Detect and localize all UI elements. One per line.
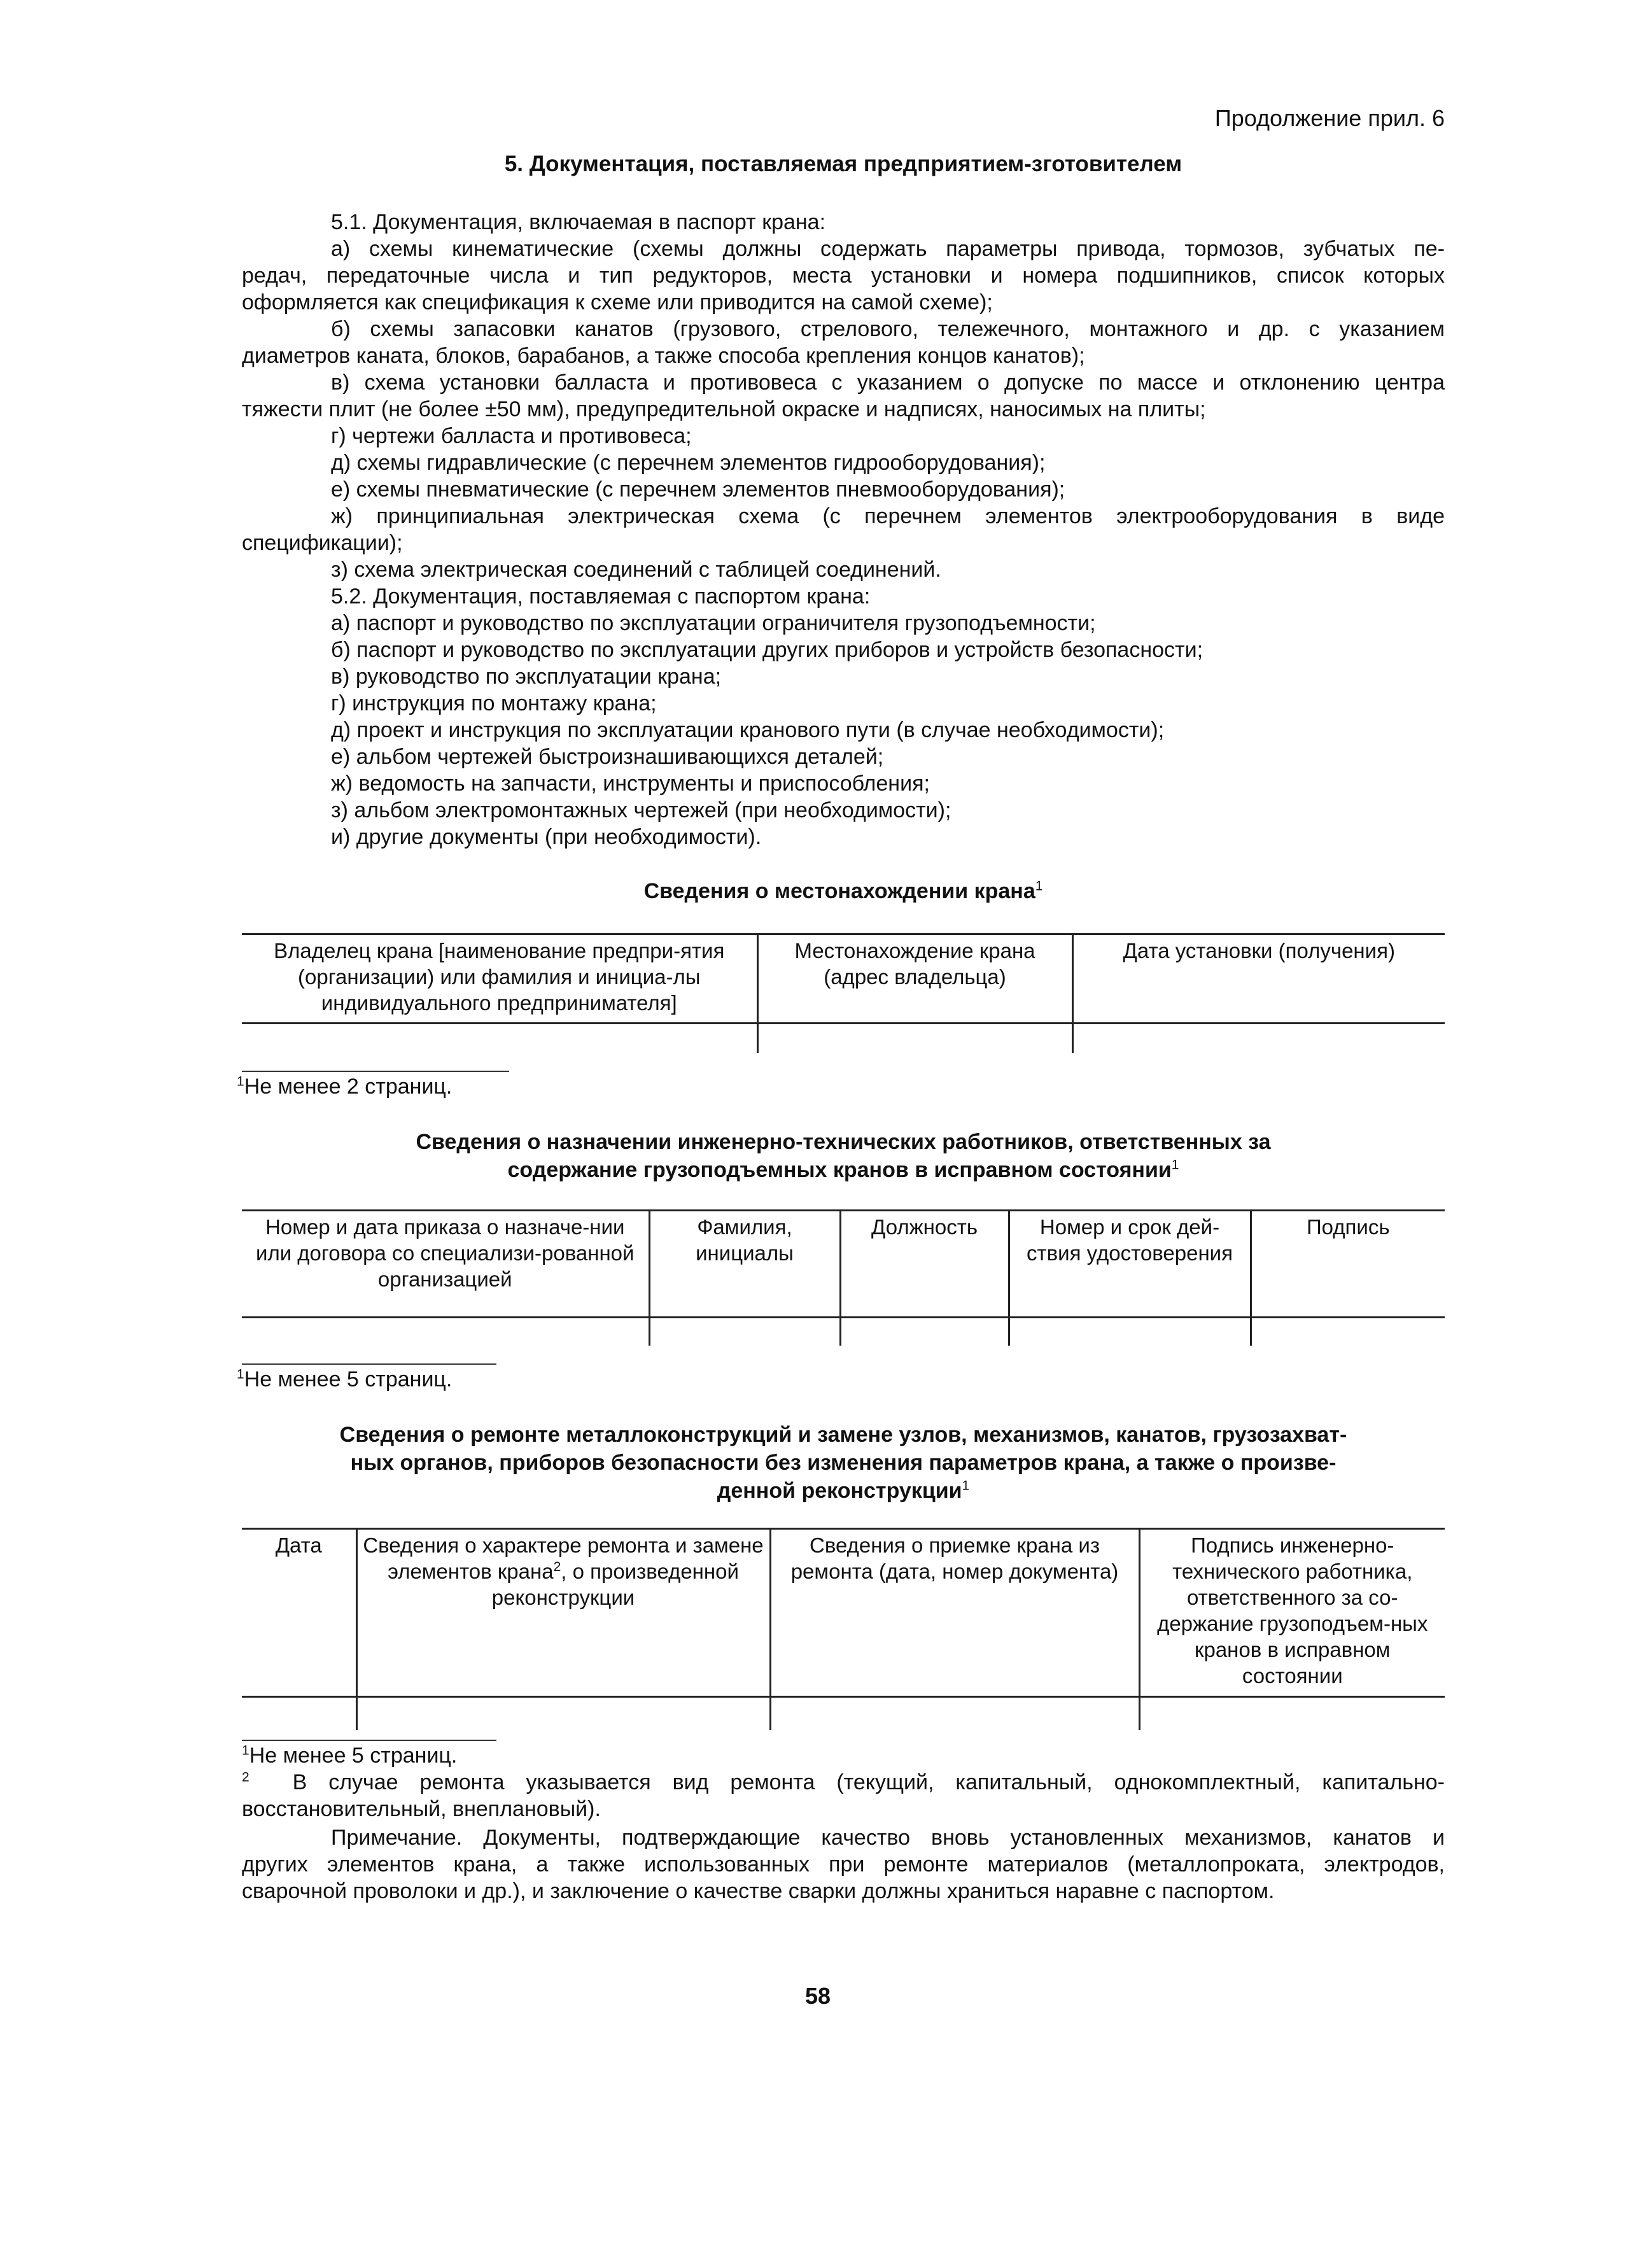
list-item: оформляется как спецификация к схеме или приводится на самой схеме); xyxy=(242,290,993,314)
page-header: Продолжение прил. 6 xyxy=(1214,105,1445,131)
header-date: Дата xyxy=(275,1533,322,1557)
repair-table-title xyxy=(242,1421,1445,1505)
footnote-rule xyxy=(242,1363,496,1365)
footnote-mark: 1 xyxy=(237,1074,244,1089)
engineers-title-line: содержание грузоподъемных кранов в исправном состоянии xyxy=(507,1158,1172,1182)
footnote-mark: 2 xyxy=(242,1770,249,1785)
location-cell[interactable] xyxy=(757,1024,1072,1053)
table-row xyxy=(242,1318,1445,1346)
certificate-cell[interactable] xyxy=(1009,1318,1251,1346)
engineers-table-title xyxy=(242,1128,1445,1184)
repair-details-footnote-ref: 2 xyxy=(553,1560,561,1574)
footnote-text: В случае ремонта указывается вид ремонта (текущий, капитальный, однокомплектный, капитально- xyxy=(292,1770,1445,1794)
header-order-number: Номер и дата приказа о назначе-нии или договора со специализи-рованной организацией xyxy=(256,1215,635,1291)
list-item: спецификации); xyxy=(242,531,403,555)
footnote-text: Не менее 2 страниц. xyxy=(244,1074,453,1099)
header-signature: Подпись xyxy=(1251,1211,1445,1318)
list-item: в) схема установки балласта и противовеса с указанием о допуске по массе и отклонению центра xyxy=(331,370,1445,395)
table-header-row xyxy=(242,1211,1445,1318)
location-title-footnote-ref: 1 xyxy=(1035,878,1043,894)
footnote xyxy=(242,1742,1445,1769)
signature-cell[interactable] xyxy=(1251,1318,1445,1346)
list-item: з) альбом электромонтажных чертежей (при необходимости); xyxy=(331,798,951,822)
install-date-cell[interactable] xyxy=(1072,1024,1445,1053)
acceptance-cell[interactable] xyxy=(770,1697,1139,1730)
list-item: е) схемы пневматические (с перечнем элементов пневмооборудования); xyxy=(331,477,1065,502)
repair-title-line: денной реконструкции xyxy=(717,1479,962,1503)
repair-details-text: Сведения о характере ремонта и замене элементов крана xyxy=(363,1533,764,1583)
list-item: а) схемы кинематические (схемы должны содержать параметры привода, тормозов, зубчатых пе- xyxy=(331,237,1445,261)
list-item: б) паспорт и руководство по эксплуатации других приборов и устройств безопасности; xyxy=(331,638,1203,662)
repair-title-line: ных органов, приборов безопасности без изменения параметров крана, а также о произве- xyxy=(350,1451,1337,1475)
list-item: тяжести плит (не более ±50 мм), предупредительной окраске и надписях, наносимых на плиты; xyxy=(242,397,1206,421)
header-owner: Владелец крана [наименование предпри-ятия (организации) или фамилия и инициа-лы индивидуального предпринимателя] xyxy=(274,939,725,1015)
footnote-mark: 1 xyxy=(237,1367,244,1382)
list-item: е) альбом чертежей быстроизнашивающихся деталей; xyxy=(331,745,884,769)
header-position: Должность xyxy=(840,1211,1009,1318)
footnote-text: Не менее 5 страниц. xyxy=(244,1367,453,1391)
note-line: других элементов крана, а также использованных при ремонте материалов (металлопроката, электродов, xyxy=(242,1852,1445,1877)
list-item: и) другие документы (при необходимости). xyxy=(331,825,762,849)
list-item: 5.2. Документация, поставляемая с паспортом крана: xyxy=(331,584,871,609)
table-header-row xyxy=(242,1529,1445,1697)
repair-details-text-cont: , о произведенной реконструкции xyxy=(491,1560,739,1609)
list-item: а) паспорт и руководство по эксплуатации ограничителя грузоподъемности; xyxy=(331,611,1096,635)
repair-details-cell[interactable] xyxy=(356,1697,770,1730)
footnote-mark: 1 xyxy=(242,1743,249,1758)
footnote xyxy=(237,1366,452,1393)
crane-location-table xyxy=(242,933,1445,1053)
note-line: Примечание. Документы, подтверждающие качество вновь установленных механизмов, канатов и xyxy=(331,1826,1445,1850)
location-table-title xyxy=(242,877,1445,905)
list-item: г) чертежи балласта и противовеса; xyxy=(331,424,692,448)
list-item: з) схема электрическая соединений с таблицей соединений. xyxy=(331,558,941,582)
footnote-text: Не менее 5 страниц. xyxy=(249,1743,458,1768)
list-item: б) схемы запасовки канатов (грузового, стрелового, тележечного, монтажного и др. с указанием xyxy=(331,317,1445,341)
table-row xyxy=(242,1697,1445,1730)
owner-cell[interactable] xyxy=(242,1024,757,1053)
list-item: ж) принципиальная электрическая схема (с перечнем элементов электрооборудования в виде xyxy=(331,504,1445,528)
header-acceptance: Сведения о приемке крана из ремонта (дата, номер документа) xyxy=(770,1529,1139,1697)
list-item: ж) ведомость на запчасти, инструменты и приспособления; xyxy=(331,771,930,796)
location-title-text: Сведения о местонахождении крана xyxy=(643,879,1035,903)
repair-title-footnote-ref: 1 xyxy=(962,1478,970,1493)
name-cell[interactable] xyxy=(649,1318,840,1346)
date-cell[interactable] xyxy=(242,1697,356,1730)
header-repair-details xyxy=(356,1529,770,1697)
responsible-engineers-table xyxy=(242,1209,1445,1346)
list-item: 5.1. Документация, включаемая в паспорт крана: xyxy=(331,210,826,234)
table-header-row xyxy=(242,934,1445,1024)
documentation-list xyxy=(242,209,1445,850)
header-name: Фамилия, инициалы xyxy=(649,1211,840,1318)
list-item: д) схемы гидравлические (с перечнем элементов гидрооборудования); xyxy=(331,451,1046,475)
list-item: диаметров каната, блоков, барабанов, а также способа крепления концов канатов); xyxy=(242,344,1085,368)
header-certificate: Номер и срок дей-ствия удостоверения xyxy=(1009,1211,1251,1318)
header-install-date: Дата установки (получения) xyxy=(1072,934,1445,1024)
note-line: сварочной проволоки и др.), и заключение о качестве сварки должны храниться наравне с паспортом. xyxy=(242,1879,1275,1903)
footnote-rule xyxy=(242,1740,496,1741)
repair-footnotes xyxy=(242,1742,1445,1822)
position-cell[interactable] xyxy=(840,1318,1009,1346)
engineers-title-line: Сведения о назначении инженерно-технических работников, ответственных за xyxy=(416,1130,1271,1154)
footnote xyxy=(242,1769,1445,1796)
table-row xyxy=(242,1024,1445,1053)
page-number: 58 xyxy=(804,1983,831,2009)
list-item: в) руководство по эксплуатации крана; xyxy=(331,665,722,689)
list-item: редач, передаточные числа и тип редукторов, места установки и номера подшипников, список которых xyxy=(242,264,1445,288)
section-title: 5. Документация, поставляемая предприятием-зготовителем xyxy=(504,151,1182,176)
note-paragraph xyxy=(242,1824,1445,1905)
repair-records-table xyxy=(242,1528,1445,1730)
footnote-rule xyxy=(242,1071,509,1072)
repair-title-line: Сведения о ремонте металлоконструкций и замене узлов, механизмов, канатов, грузозахват- xyxy=(339,1423,1347,1447)
footnote xyxy=(237,1073,452,1100)
footnote-continuation: восстановительный, внеплановый). xyxy=(242,1797,601,1821)
header-engineer-signature: Подпись инженерно-технического работника, ответственного за со-держание грузоподъем-ных кранов в исправном состоянии xyxy=(1139,1529,1445,1697)
header-location: Местонахождение крана (адрес владельца) xyxy=(757,934,1072,1024)
list-item: г) инструкция по монтажу крана; xyxy=(331,691,657,715)
order-number-cell[interactable] xyxy=(242,1318,649,1346)
list-item: д) проект и инструкция по эксплуатации кранового пути (в случае необходимости); xyxy=(331,718,1165,742)
engineers-title-footnote-ref: 1 xyxy=(1171,1157,1179,1173)
engineer-signature-cell[interactable] xyxy=(1139,1697,1445,1730)
